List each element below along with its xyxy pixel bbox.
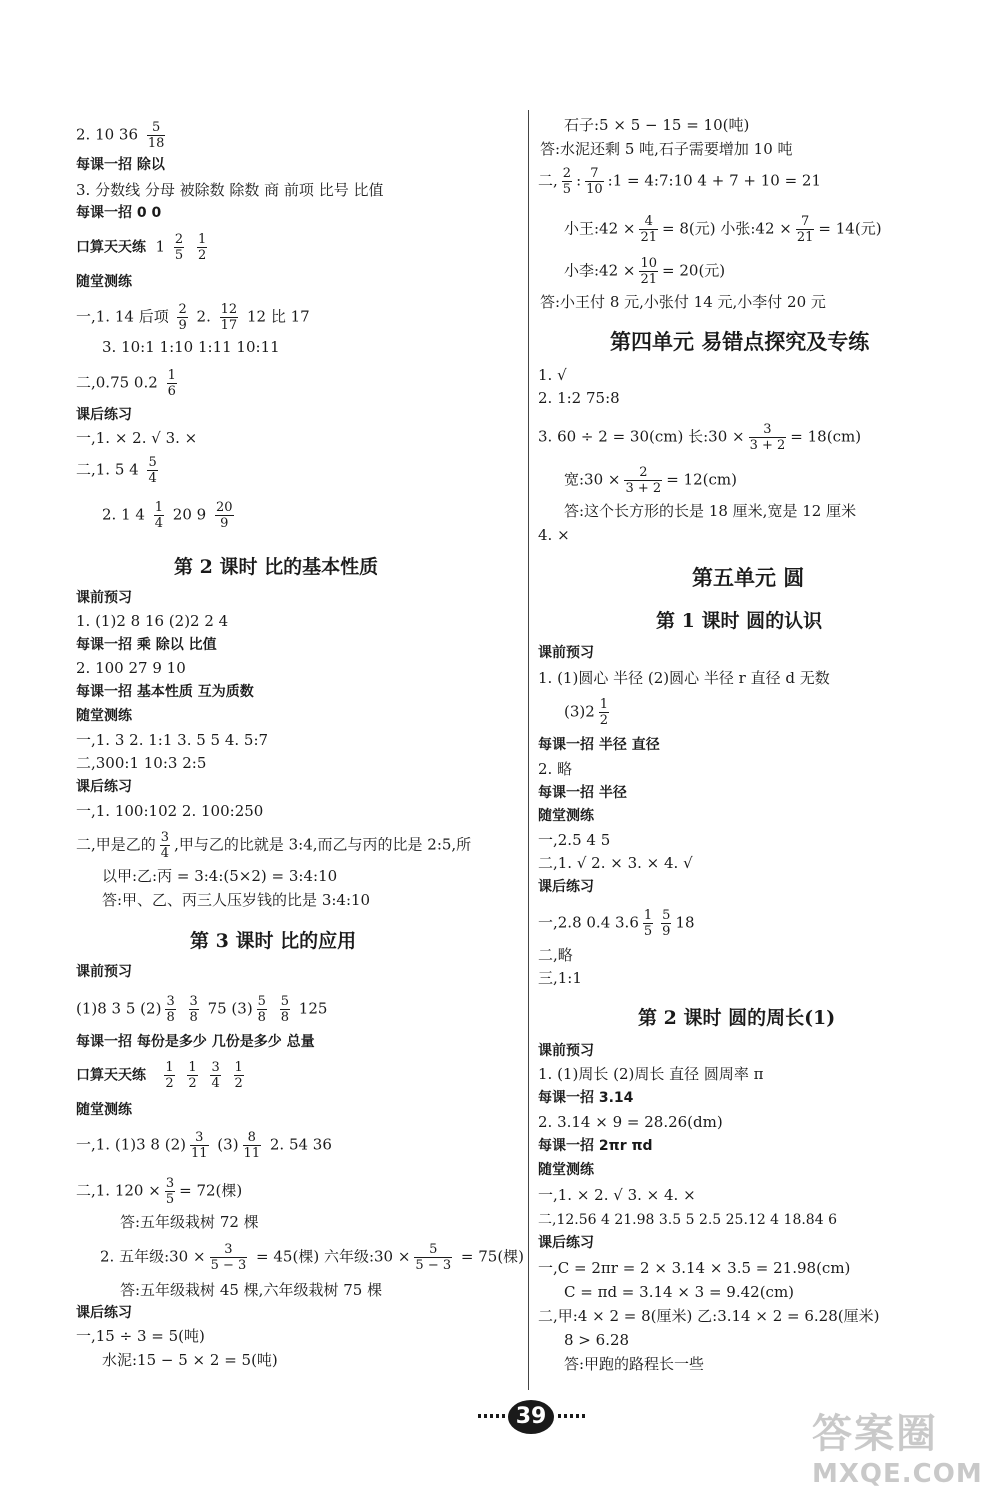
page-number: 39 bbox=[515, 1404, 547, 1429]
answer-line: 二,甲是乙的 $\frac{3}{4}$ ,甲与乙的比就是 3:4,而乙与丙的比是 2:5,所 bbox=[76, 830, 472, 861]
answer-line: 2. 10 36 $\frac{5}{18}$ bbox=[76, 120, 165, 151]
answer-line: 答:甲、乙、丙三人压岁钱的比是 3:4:10 bbox=[102, 891, 371, 909]
tip-label: 每课一招 半径 bbox=[538, 785, 627, 801]
answer-line: 3. 10:1 1:10 1:11 10:11 bbox=[102, 338, 280, 356]
answer-line: 小李:42 × $\frac{10}{21}$ = 20(元) bbox=[564, 256, 726, 287]
answer-line: 答:甲跑的路程长一些 bbox=[564, 1355, 705, 1373]
answer-line: 二,12.56 4 21.98 3.5 5 2.5 25.12 4 18.84 6 bbox=[538, 1212, 837, 1228]
section-label: 随堂测练 bbox=[76, 708, 132, 724]
answer-line: 一,15 ÷ 3 = 5(吨) bbox=[76, 1327, 205, 1345]
answer-line: 答:五年级栽树 72 棵 bbox=[120, 1213, 259, 1231]
answer-line: 2. 五年级:30 × $\frac{3}{5 - 3}$ = 45(棵) 六年级:30 × $\frac{5}{5 - 3}$ = 75(棵) bbox=[100, 1242, 525, 1273]
section-label: 课后练习 bbox=[76, 1305, 132, 1321]
tip-label: 每课一招 乘 除以 比值 bbox=[76, 637, 217, 653]
section-label: 随堂测练 bbox=[538, 1162, 594, 1178]
answer-line: 二,300:1 10:3 2:5 bbox=[76, 754, 207, 772]
tip-label: 每课一招 除以 bbox=[76, 157, 165, 173]
fraction: $\frac{5}{18}$ bbox=[147, 120, 165, 151]
answer-line: 口算天天练 1 $\frac{2}{5}$ $\frac{1}{2}$ bbox=[76, 232, 207, 263]
answer-line: 一,C = 2πr = 2 × 3.14 × 3.5 = 21.98(cm) bbox=[538, 1259, 851, 1277]
answer-line: 答:五年级栽树 45 棵,六年级栽树 75 棵 bbox=[120, 1281, 383, 1299]
answer-line: 三,1:1 bbox=[538, 969, 582, 987]
tip-label: 每课一招 0 0 bbox=[76, 205, 162, 221]
answer-line: 1. (1)周长 (2)周长 直径 圆周率 π bbox=[538, 1065, 764, 1083]
answer-line: C = πd = 3.14 × 3 = 9.42(cm) bbox=[564, 1283, 795, 1301]
answer-line: 宽:30 × $\frac{2}{3 + 2}$ = 12(cm) bbox=[564, 465, 737, 496]
unit-heading: 第五单元 圆 bbox=[692, 566, 805, 590]
answer-line: 一,1. 14 后项 $\frac{2}{9}$ 2. $\frac{12}{17}$ 12 比 17 bbox=[76, 302, 310, 333]
section-label: 课前预习 bbox=[76, 590, 132, 606]
section-label: 课前预习 bbox=[538, 645, 594, 661]
column-divider bbox=[528, 110, 529, 1390]
section-label: 课前预习 bbox=[538, 1043, 594, 1059]
section-label: 随堂测练 bbox=[76, 1102, 132, 1118]
tip-label: 每课一招 2πr πd bbox=[538, 1138, 653, 1154]
answer-line: 2. 3.14 × 9 = 28.26(dm) bbox=[538, 1113, 723, 1131]
answer-line: 4. × bbox=[538, 526, 570, 544]
section-label: 课后练习 bbox=[76, 779, 132, 795]
answer-line: 1. √ bbox=[538, 366, 567, 384]
answer-line: 一,1. 3 2. 1:1 3. 5 5 4. 5:7 bbox=[76, 731, 269, 749]
section-label: 随堂测练 bbox=[76, 274, 132, 290]
tip-label: 每课一招 每份是多少 几份是多少 总量 bbox=[76, 1034, 315, 1050]
answer-line: 3. 60 ÷ 2 = 30(cm) 长:30 × $\frac{3}{3 + 2}$ = 18(cm) bbox=[538, 422, 862, 453]
answer-line: 小王:42 × $\frac{4}{21}$ = 8(元) 小张:42 × $\frac{7}{21}$ = 14(元) bbox=[564, 214, 882, 245]
answer-line: (1)8 3 5 (2) $\frac{3}{8}$ $\frac{3}{8}$ 75 (3) $\frac{5}{8}$ $\frac{5}{8}$ 125 bbox=[76, 994, 328, 1025]
lesson-heading: 第 2 课时 圆的周长(1) bbox=[638, 1007, 836, 1029]
section-label: 随堂测练 bbox=[538, 808, 594, 824]
answer-line: 二,1. 120 × $\frac{3}{5}$ = 72(棵) bbox=[76, 1176, 243, 1207]
section-label: 课后练习 bbox=[538, 879, 594, 895]
answer-line: 二,略 bbox=[538, 946, 573, 964]
answer-line: 二,0.75 0.2 $\frac{1}{6}$ bbox=[76, 368, 176, 399]
answer-line: 答:水泥还剩 5 吨,石子需要增加 10 吨 bbox=[540, 140, 793, 158]
answer-line: 一,2.8 0.4 3.6 $\frac{1}{5}$ $\frac{5}{9}$ 18 bbox=[538, 908, 695, 939]
answer-line: 一,1. × 2. √ 3. × 4. × bbox=[538, 1186, 696, 1204]
answer-line: 一,1. 100:102 2. 100:250 bbox=[76, 802, 264, 820]
answer-line: 1. (1)2 8 16 (2)2 2 4 bbox=[76, 612, 229, 630]
section-label: 课后练习 bbox=[538, 1235, 594, 1251]
answer-line: 3. 分数线 分母 被除数 除数 商 前项 比号 比值 bbox=[76, 181, 384, 199]
answer-line: 二,1. √ 2. × 3. × 4. √ bbox=[538, 854, 693, 872]
answer-line: 2. 1 4 $\frac{1}{4}$ 20 9 $\frac{20}{9}$ bbox=[102, 500, 233, 531]
answer-line: 以甲:乙:丙 = 3:4:(5×2) = 3:4:10 bbox=[102, 867, 338, 885]
answer-line: 答:小王付 8 元,小张付 14 元,小李付 20 元 bbox=[540, 293, 826, 311]
tip-label: 每课一招 半径 直径 bbox=[538, 737, 660, 753]
lesson-heading: 第 3 课时 比的应用 bbox=[190, 930, 357, 952]
tip-label: 每课一招 基本性质 互为质数 bbox=[76, 684, 254, 700]
answer-line: 二,甲:4 × 2 = 8(厘米) 乙:3.14 × 2 = 6.28(厘米) bbox=[538, 1307, 880, 1325]
answer-line: 8 > 6.28 bbox=[564, 1331, 630, 1349]
section-label: 课后练习 bbox=[76, 407, 132, 423]
answer-line: 2. 略 bbox=[538, 760, 573, 778]
tip-label: 每课一招 3.14 bbox=[538, 1090, 634, 1106]
answer-line: 口算天天练 $\frac{1}{2}$ $\frac{1}{2}$ $\frac{3}{4}$ $\frac{1}{2}$ bbox=[76, 1060, 243, 1091]
answer-line: 一,1. (1)3 8 (2) $\frac{3}{11}$ (3) $\frac{8}{11}$ 2. 54 36 bbox=[76, 1130, 332, 1161]
answer-line: 一,1. × 2. √ 3. × bbox=[76, 429, 198, 447]
unit-heading: 第四单元 易错点探究及专练 bbox=[610, 330, 870, 354]
answer-line: (3)2 $\frac{1}{2}$ bbox=[564, 697, 609, 728]
answer-line: 答:这个长方形的长是 18 厘米,宽是 12 厘米 bbox=[564, 502, 857, 520]
answer-line: 水泥:15 − 5 × 2 = 5(吨) bbox=[102, 1351, 278, 1369]
answer-line: 2. 100 27 9 10 bbox=[76, 659, 186, 677]
page-number-badge bbox=[478, 1398, 588, 1438]
answer-line: 二, $\frac{2}{5}$ : $\frac{7}{10}$ :1 = 4:7:10 4 + 7 + 10 = 21 bbox=[538, 166, 821, 197]
answer-line: 2. 1:2 75:8 bbox=[538, 389, 620, 407]
answer-line: 石子:5 × 5 − 15 = 10(吨) bbox=[564, 116, 750, 134]
lesson-heading: 第 1 课时 圆的认识 bbox=[656, 610, 823, 632]
answer-line: 一,2.5 4 5 bbox=[538, 831, 611, 849]
answer-line: 1. (1)圆心 半径 (2)圆心 半径 r 直径 d 无数 bbox=[538, 669, 830, 687]
answer-line: 二,1. 5 4 $\frac{5}{4}$ bbox=[76, 455, 157, 486]
lesson-heading: 第 2 课时 比的基本性质 bbox=[174, 556, 379, 578]
watermark: 答案圈 MXQE.COM bbox=[812, 1411, 983, 1489]
section-label: 课前预习 bbox=[76, 964, 132, 980]
